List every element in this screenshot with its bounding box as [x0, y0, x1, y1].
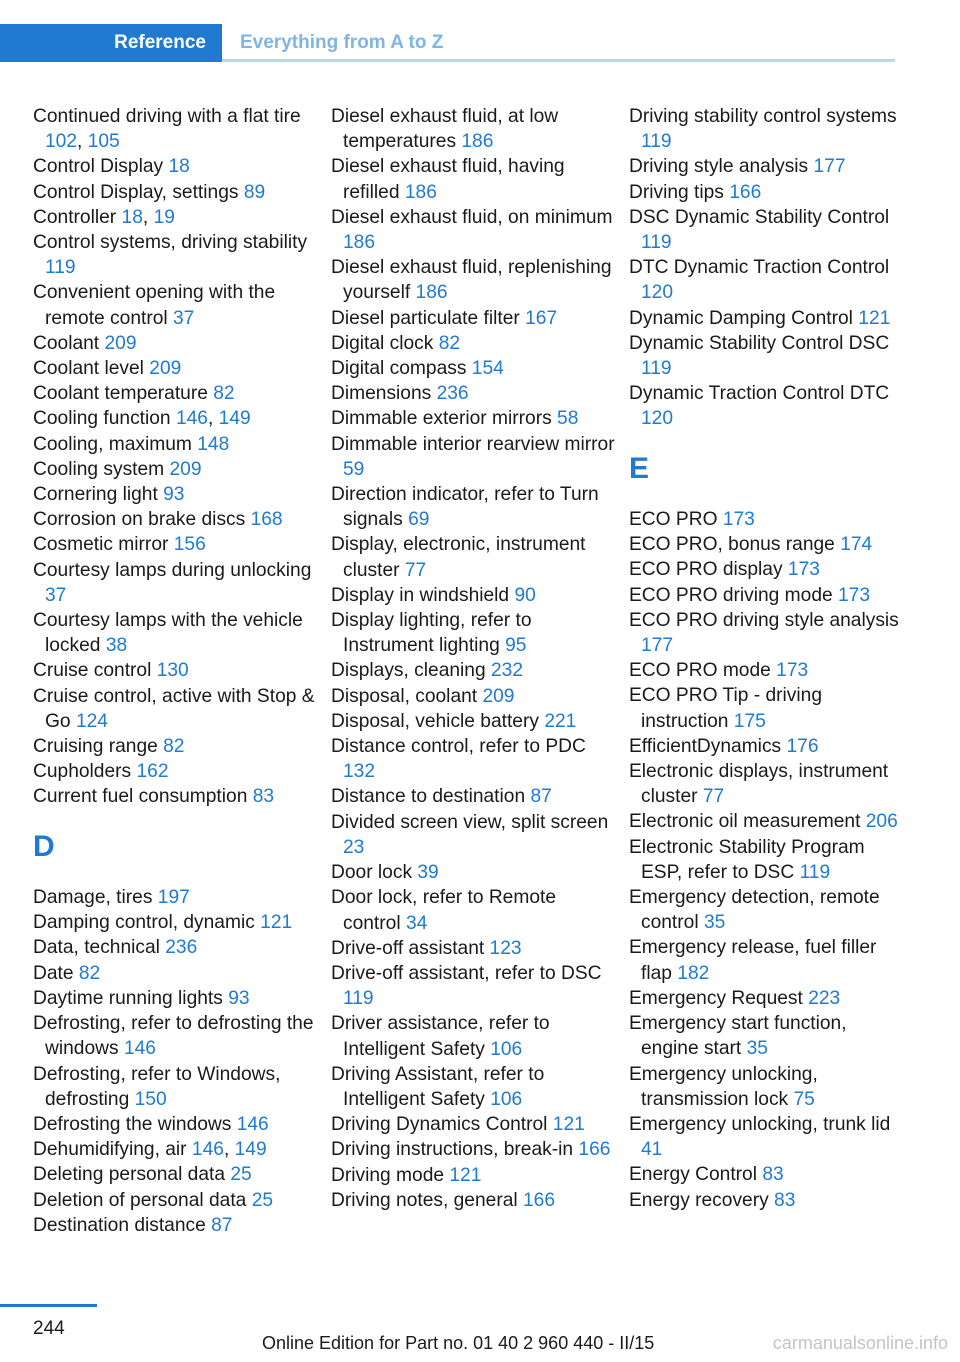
index-term: Emergency release, fuel filler flap — [629, 937, 877, 984]
index-term: ECO PRO — [629, 509, 718, 531]
page-link[interactable]: 176 — [786, 735, 819, 757]
page-link[interactable]: 75 — [793, 1088, 815, 1110]
footer-rule — [0, 1304, 97, 1307]
index-entry — [331, 1112, 616, 1137]
page-link[interactable]: 38 — [105, 635, 128, 657]
index-entry — [33, 1162, 318, 1187]
index-term: ECO PRO, bonus range — [629, 534, 835, 556]
page-link[interactable]: 209 — [169, 458, 202, 480]
index-entry — [33, 230, 318, 280]
page-link[interactable]: 35 — [746, 1038, 768, 1060]
index-entry — [629, 532, 904, 557]
page-link[interactable]: 130 — [156, 660, 189, 682]
index-term: Door lock, refer to Remote control — [331, 887, 557, 934]
index-term: Display in windshield — [331, 584, 510, 606]
index-term: Damping control, dynamic — [33, 912, 255, 934]
index-term: Driving style analysis — [629, 156, 809, 178]
page-link[interactable]: 90 — [514, 584, 536, 606]
page-link[interactable]: 119 — [641, 358, 672, 380]
index-term: DTC Dynamic Traction Control — [629, 257, 890, 279]
index-entry — [331, 381, 616, 406]
index-term: Dimmable interior rearview mirror — [331, 433, 615, 455]
index-term: Continued driving with a flat tire — [33, 106, 301, 127]
page-link[interactable]: 173 — [838, 584, 871, 606]
index-term: Driver assistance, refer to Intelligent Safety — [331, 1013, 550, 1060]
index-entry — [33, 734, 318, 759]
page-link[interactable]: 25 — [251, 1189, 274, 1211]
page-link[interactable]: 236 — [436, 383, 469, 405]
page-link[interactable]: 209 — [149, 358, 182, 380]
index-entry — [629, 1162, 904, 1187]
page-link[interactable]: 149 — [234, 1139, 267, 1161]
page-link[interactable]: 148 — [197, 433, 230, 455]
page-link[interactable]: 87 — [530, 786, 552, 808]
page-link[interactable]: 149 — [218, 408, 251, 430]
index-entry — [331, 810, 616, 860]
index-term: Dimensions — [331, 383, 432, 405]
index-entry — [33, 280, 318, 330]
index-entry — [33, 1112, 318, 1137]
page-link[interactable]: 95 — [505, 635, 527, 657]
index-column-1 — [33, 104, 318, 1238]
index-entry — [629, 154, 904, 179]
index-entry — [629, 557, 904, 582]
page-link[interactable]: 132 — [343, 761, 376, 783]
index-entry — [629, 986, 904, 1011]
index-term: Control Display — [33, 156, 164, 178]
index-entry — [629, 306, 904, 331]
index-entry — [629, 1062, 904, 1112]
page-link[interactable]: 123 — [489, 937, 522, 959]
index-entry — [629, 205, 904, 255]
index-term: Cooling system — [33, 458, 165, 480]
index-term: Energy Control — [629, 1164, 757, 1186]
index-column-3 — [629, 104, 904, 1213]
index-entry — [33, 910, 318, 935]
page-link[interactable]: 83 — [252, 786, 275, 808]
page-link[interactable]: 146 — [175, 408, 208, 430]
index-term: Distance control, refer to PDC — [331, 736, 586, 758]
index-term: Divided screen view, split screen — [331, 811, 609, 833]
page-link[interactable]: 120 — [641, 408, 674, 430]
index-entry — [331, 1062, 616, 1112]
index-term: Electronic oil measurement — [629, 811, 861, 833]
page-link[interactable]: 121 — [552, 1114, 585, 1136]
index-entry — [33, 532, 318, 557]
page-link[interactable]: 119 — [45, 257, 76, 279]
index-term: ECO PRO display — [629, 559, 783, 581]
index-entry — [331, 961, 616, 1011]
index-term: Distance to destination — [331, 786, 526, 808]
index-term: Driving instructions, break-in — [331, 1139, 574, 1161]
index-entry — [33, 935, 318, 960]
index-entry — [331, 255, 616, 305]
index-term: Deleting personal data — [33, 1164, 226, 1186]
index-term: ECO PRO mode — [629, 660, 771, 682]
index-entry — [33, 885, 318, 910]
index-term: Cruising range — [33, 736, 158, 758]
index-entry — [33, 1213, 318, 1238]
index-term: Dynamic Traction Control DTC — [629, 383, 890, 405]
page-link[interactable]: 39 — [417, 862, 439, 884]
index-entry — [629, 683, 904, 733]
index-term: Current fuel consumption — [33, 786, 248, 808]
page-link[interactable]: 23 — [343, 836, 365, 858]
index-entry — [331, 331, 616, 356]
index-entry — [331, 154, 616, 204]
index-entry — [331, 658, 616, 683]
index-term: Control Display, settings — [33, 181, 239, 203]
page-link[interactable]: 119 — [343, 988, 374, 1010]
page-link[interactable]: 121 — [449, 1164, 482, 1186]
index-entry — [629, 809, 904, 834]
index-entry — [629, 104, 904, 154]
page-link[interactable]: 106 — [490, 1038, 523, 1060]
page-link[interactable]: 106 — [490, 1088, 523, 1110]
header-rule — [222, 59, 895, 62]
index-term: DSC Dynamic Stability Control — [629, 206, 890, 228]
index-entry — [331, 482, 616, 532]
index-entry — [331, 306, 616, 331]
index-term: Coolant temperature — [33, 383, 208, 405]
index-entry — [33, 961, 318, 986]
index-entry — [629, 255, 904, 305]
page-link[interactable]: 146 — [123, 1038, 156, 1060]
page-link[interactable]: 186 — [404, 181, 437, 203]
page-link[interactable]: 77 — [404, 559, 427, 581]
page-link[interactable]: 166 — [729, 181, 762, 203]
index-term: Electronic Stability Program ESP, refer to DSC — [629, 836, 865, 883]
index-entry — [331, 860, 616, 885]
index-entry — [331, 709, 616, 734]
page-link[interactable]: 93 — [163, 484, 185, 506]
index-term: ECO PRO driving style analysis — [629, 609, 899, 631]
index-term: Defrosting, refer to defrosting the windows — [33, 1013, 314, 1060]
index-term: Corrosion on brake discs — [33, 509, 246, 531]
index-term: Dehumidifying, air — [33, 1139, 187, 1161]
page-link[interactable]: 197 — [157, 887, 190, 909]
page-link[interactable]: 82 — [78, 962, 101, 984]
page-link[interactable]: 119 — [799, 861, 831, 883]
index-term: Display, electronic, instrument cluster — [331, 534, 586, 581]
index-term: Coolant — [33, 332, 100, 354]
page-link[interactable]: 18 — [168, 156, 190, 178]
index-entry — [331, 885, 616, 935]
index-term: Dynamic Stability Control DSC — [629, 332, 890, 354]
index-entry — [33, 154, 318, 179]
page-link[interactable]: 82 — [163, 736, 185, 758]
index-term: ECO PRO Tip - driving instruction — [629, 685, 822, 732]
index-term: Defrosting the windows — [33, 1113, 232, 1135]
index-entry — [33, 558, 318, 608]
index-entry — [331, 1011, 616, 1061]
index-entry — [33, 1188, 318, 1213]
index-term: Cupholders — [33, 761, 132, 783]
page-link[interactable]: 121 — [260, 912, 293, 934]
page-number: 244 — [33, 1318, 65, 1339]
page-link[interactable]: 162 — [136, 761, 169, 783]
index-entry — [33, 356, 318, 381]
index-entry — [629, 180, 904, 205]
index-term: Courtesy lamps during unlocking — [33, 559, 312, 581]
page-link[interactable]: 177 — [641, 635, 674, 657]
page-link[interactable]: 58 — [557, 408, 579, 430]
index-entry — [629, 1112, 904, 1162]
index-term: Door lock — [331, 862, 413, 884]
index-entry — [331, 356, 616, 381]
index-entry — [331, 1163, 616, 1188]
page-link[interactable]: 173 — [787, 559, 820, 581]
index-entry — [629, 835, 904, 885]
page-link[interactable]: 167 — [525, 307, 558, 329]
page-link[interactable]: 35 — [703, 912, 726, 934]
index-entry — [33, 784, 318, 809]
page-link[interactable]: 209 — [482, 685, 515, 707]
index-entry — [629, 1188, 904, 1213]
index-term: Defrosting, refer to Windows, defrosting — [33, 1063, 281, 1110]
page-link[interactable]: 69 — [408, 509, 430, 531]
index-entry — [33, 658, 318, 683]
index-term: Diesel particulate filter — [331, 307, 520, 329]
index-term: Driving tips — [629, 181, 724, 203]
page-link[interactable]: 182 — [677, 962, 710, 984]
index-entry — [331, 432, 616, 482]
index-term: Convenient opening with the remote control — [33, 282, 276, 329]
index-term: Cooling, maximum — [33, 433, 192, 455]
index-entry: Cooling function 146, 149 — [33, 408, 251, 430]
page-link[interactable]: 186 — [415, 282, 448, 304]
index-term: Diesel exhaust fluid, at low temperatures — [331, 106, 559, 153]
section-tab: Reference — [0, 24, 222, 62]
page-link[interactable]: 59 — [343, 458, 365, 480]
index-entry — [629, 658, 904, 683]
index-term: Displays, cleaning — [331, 660, 486, 682]
chapter-title: Everything from A to Z — [240, 32, 444, 53]
index-entry: Continued driving with a flat tire 102, 105 — [33, 106, 301, 153]
index-term: Drive-off assistant, refer to DSC — [331, 962, 602, 984]
index-entry — [33, 608, 318, 658]
page-link[interactable]: 174 — [840, 534, 873, 556]
page-link[interactable]: 119 — [641, 131, 672, 153]
page-link[interactable]: 105 — [87, 131, 120, 153]
index-term: Cosmetic mirror — [33, 534, 169, 556]
page-link[interactable]: 121 — [858, 307, 891, 329]
index-term: Diesel exhaust fluid, on minimum — [331, 206, 613, 228]
index-column-2 — [331, 104, 616, 1213]
index-entry: Dehumidifying, air 146, 149 — [33, 1139, 267, 1161]
index-term: Display lighting, refer to Instrument lighting — [331, 610, 532, 657]
index-term: Energy recovery — [629, 1189, 769, 1211]
page-link[interactable]: 206 — [865, 811, 898, 833]
page-link[interactable]: 37 — [45, 584, 67, 606]
index-entry: Controller 18, 19 — [33, 206, 175, 228]
index-term: Emergency start function, engine start — [629, 1013, 847, 1060]
page-link[interactable]: 223 — [808, 987, 841, 1009]
page-link[interactable]: 87 — [211, 1214, 233, 1236]
index-term: Driving notes, general — [331, 1189, 518, 1211]
index-entry — [331, 1188, 616, 1213]
running-header — [0, 24, 895, 62]
index-entry — [331, 1137, 616, 1162]
index-term: Cruise control — [33, 660, 152, 682]
index-term: Drive-off assistant — [331, 937, 485, 959]
index-term: Diesel exhaust fluid, replenishing yourself — [331, 257, 612, 304]
page-link[interactable]: 146 — [191, 1139, 224, 1161]
page-link[interactable]: 177 — [813, 156, 846, 178]
index-term: Direction indicator, refer to Turn signals — [331, 484, 599, 531]
index-entry — [33, 759, 318, 784]
index-entry — [33, 180, 318, 205]
index-entry — [629, 935, 904, 985]
index-term: Disposal, coolant — [331, 685, 478, 707]
index-term: Emergency unlocking, transmission lock — [629, 1063, 818, 1110]
index-entry — [629, 759, 904, 809]
page-link[interactable]: 166 — [523, 1189, 556, 1211]
index-entry — [331, 936, 616, 961]
index-entry — [33, 381, 318, 406]
index-term: Cooling function — [33, 408, 171, 430]
page-link[interactable]: 120 — [641, 282, 674, 304]
index-term: Diesel exhaust fluid, having refilled — [331, 156, 565, 203]
page-link[interactable]: 102 — [45, 131, 78, 153]
index-term: Dimmable exterior mirrors — [331, 408, 552, 430]
index-entry — [33, 432, 318, 457]
index-term: Control systems, driving stability — [33, 232, 308, 254]
index-term: Dynamic Damping Control — [629, 307, 853, 329]
index-entry — [33, 507, 318, 532]
index-entry — [331, 784, 616, 809]
page-link[interactable]: 83 — [762, 1164, 784, 1186]
index-term: Damage, tires — [33, 887, 153, 909]
page-link[interactable]: 25 — [230, 1164, 252, 1186]
index-term: Courtesy lamps with the vehicle locked — [33, 610, 303, 657]
index-entry — [33, 986, 318, 1011]
page-link[interactable]: 209 — [104, 332, 137, 354]
index-entry — [331, 406, 616, 431]
page-link[interactable]: 173 — [722, 509, 755, 531]
index-term: Digital clock — [331, 332, 434, 354]
watermark: carmanualsonline.info — [772, 1333, 948, 1353]
index-term: Digital compass — [331, 358, 467, 380]
index-entry — [331, 608, 616, 658]
index-term: Coolant level — [33, 358, 144, 380]
page-link[interactable]: 221 — [544, 710, 577, 732]
index-entry — [629, 608, 904, 658]
index-entry — [331, 104, 616, 154]
index-term: Cruise control, active with Stop & Go — [33, 685, 315, 732]
page-link[interactable]: 18 — [121, 206, 143, 228]
index-entry — [629, 507, 904, 532]
index-entry — [629, 381, 904, 431]
index-entry — [331, 205, 616, 255]
page-link[interactable]: 19 — [153, 206, 175, 228]
index-entry — [33, 457, 318, 482]
index-entry — [33, 1011, 318, 1061]
index-entry — [33, 331, 318, 356]
page-link[interactable]: 154 — [471, 358, 504, 380]
index-entry — [629, 734, 904, 759]
page-link[interactable]: 156 — [173, 534, 206, 556]
page-link[interactable]: 186 — [461, 131, 494, 153]
index-entry — [629, 885, 904, 935]
page-link[interactable]: 82 — [213, 383, 235, 405]
index-term: Disposal, vehicle battery — [331, 710, 539, 732]
page-link[interactable]: 83 — [774, 1189, 796, 1211]
index-term: Emergency Request — [629, 987, 803, 1009]
index-term: Daytime running lights — [33, 987, 223, 1009]
page-link[interactable]: 175 — [733, 710, 766, 732]
index-term: Driving Assistant, refer to Intelligent Safety — [331, 1063, 545, 1110]
page-link[interactable]: 186 — [343, 232, 376, 254]
index-entry — [629, 331, 904, 381]
page-link[interactable]: 37 — [172, 307, 195, 329]
index-entry — [331, 583, 616, 608]
index-term: Deletion of personal data — [33, 1189, 247, 1211]
section-letter: E — [629, 451, 650, 485]
index-term: Driving Dynamics Control — [331, 1114, 548, 1136]
index-entry — [33, 1062, 318, 1112]
index-term: Destination distance — [33, 1214, 206, 1236]
page-link[interactable]: 146 — [236, 1113, 269, 1135]
index-entry — [331, 734, 616, 784]
index-entry — [331, 532, 616, 582]
index-term: Data, technical — [33, 937, 160, 959]
page-link[interactable]: 236 — [165, 937, 198, 959]
index-entry — [629, 583, 904, 608]
index-entry — [33, 684, 318, 734]
index-entry — [629, 1011, 904, 1061]
index-term: Date — [33, 962, 74, 984]
section-letter: D — [33, 829, 55, 863]
index-entry — [33, 482, 318, 507]
page-link[interactable]: 173 — [776, 660, 809, 682]
page-link[interactable]: 150 — [134, 1088, 167, 1110]
index-term: Driving stability control systems — [629, 106, 897, 127]
index-term: Controller — [33, 206, 117, 228]
page-link[interactable]: 34 — [405, 912, 428, 934]
page-link[interactable]: 77 — [702, 786, 725, 808]
page-link[interactable]: 166 — [578, 1139, 611, 1161]
page-link[interactable]: 232 — [491, 660, 524, 682]
edition-note: Online Edition for Part no. 01 40 2 960 440 - II/15 — [262, 1333, 655, 1353]
page-link[interactable]: 41 — [641, 1139, 663, 1161]
index-term: Emergency unlocking, trunk lid — [629, 1113, 891, 1135]
index-term: Emergency detection, remote control — [629, 887, 880, 934]
page-link[interactable]: 124 — [75, 710, 108, 732]
index-term: Cornering light — [33, 484, 158, 506]
page-link[interactable]: 168 — [250, 509, 283, 531]
index-term: ECO PRO driving mode — [629, 584, 833, 606]
page-link[interactable]: 119 — [641, 232, 672, 254]
index-entry — [331, 684, 616, 709]
page-link[interactable]: 82 — [438, 332, 461, 354]
index-term: EfficientDynamics — [629, 735, 782, 757]
index-term: Driving mode — [331, 1164, 445, 1186]
index-term: Electronic displays, instrument cluster — [629, 761, 889, 808]
page-link[interactable]: 89 — [243, 181, 266, 203]
page-link[interactable]: 93 — [228, 987, 250, 1009]
